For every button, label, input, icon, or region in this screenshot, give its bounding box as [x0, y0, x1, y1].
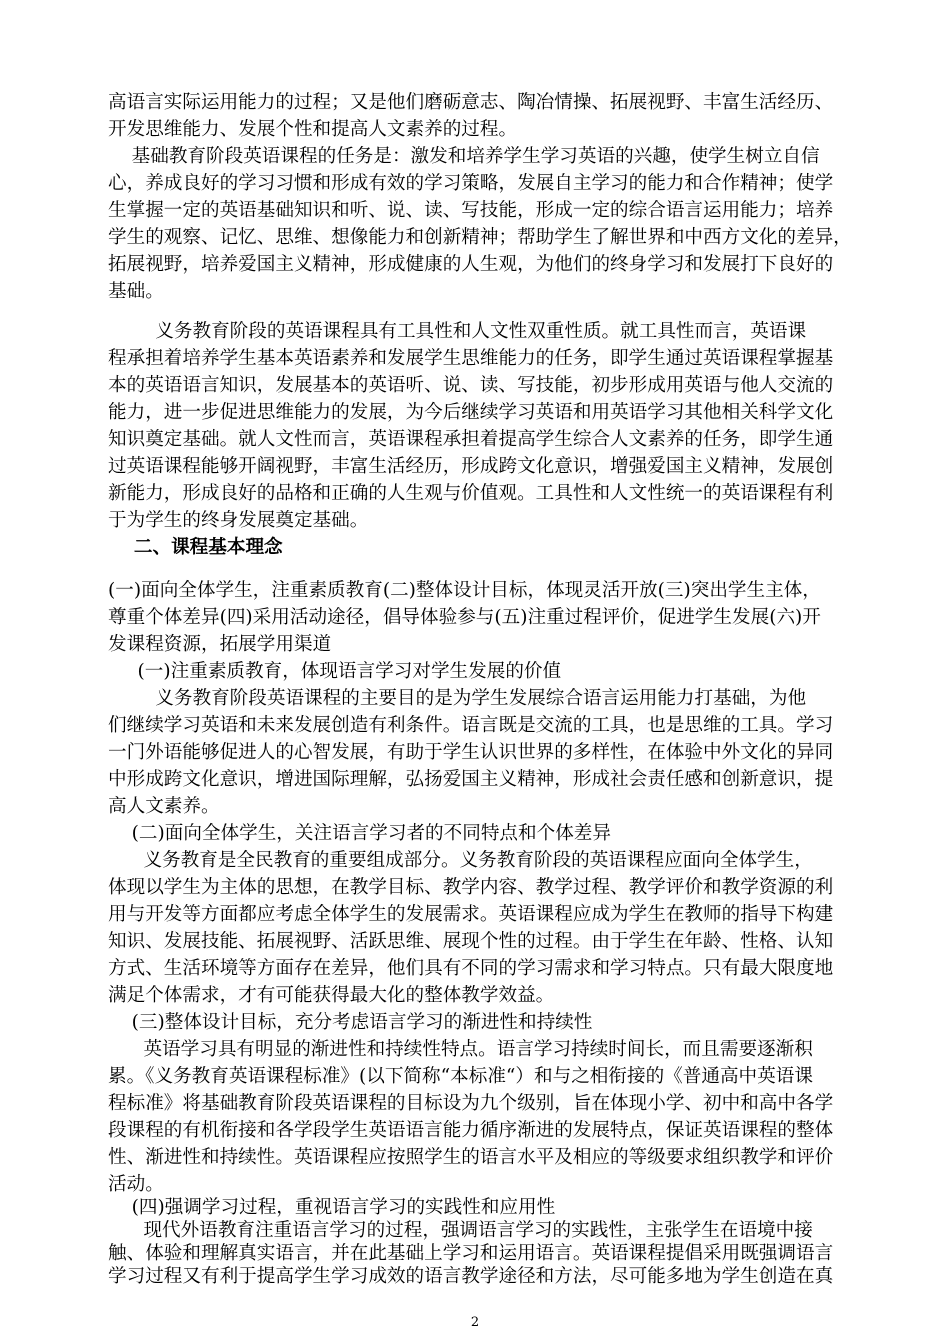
text-line: 过英语课程能够开阔视野，丰富生活经历，形成跨文化意识，增强爱国主义精神，发展创	[108, 456, 834, 477]
text-line: 方式、生活环境等方面存在差异，他们具有不同的学习需求和学习特点。只有最大限度地	[108, 958, 834, 979]
text-line: 一门外语能够促进人的心智发展，有助于学生认识世界的多样性，在体验中外文化的异同	[108, 742, 834, 763]
text-line: (三)整体设计目标，充分考虑语言学习的渐进性和持续性	[108, 1012, 593, 1033]
subheading: 英语学习具有明显的渐进性和持续性特点。语言学习持续时间长，而且需要逐渐积	[108, 1039, 813, 1060]
subheading: (一)注重素质教育，体现语言学习对学生发展的价值	[108, 661, 562, 682]
text-line: 本的英语语言知识，发展基本的英语听、说、读、写技能，初步形成用英语与他人交流的	[108, 375, 834, 396]
text-line: 性、渐进性和持续性。英语课程应按照学生的语言水平及相应的等级要求组织教学和评价	[108, 1147, 834, 1168]
text-line: 心，养成良好的学习习惯和形成有效的学习策略，发展自主学习的能力和合作精神；使学	[108, 173, 834, 194]
text-line: (一)面向全体学生，注重素质教育(二)整体设计目标，体现灵活开放(三)突出学生主体，	[108, 580, 821, 601]
text-line: 体现以学生为主体的思想，在教学目标、教学内容、教学过程、教学评价和教学资源的利	[108, 877, 834, 898]
text-line: 段课程的有机衔接和各学段学生英语语言能力循序渐进的发展特点，保证英语课程的整体	[108, 1120, 834, 1141]
text-line: 基础教育阶段英语课程的任务是：激发和培养学生学习英语的兴趣，使学生树立自信	[108, 146, 820, 167]
text-line: 义务教育阶段的英语课程具有工具性和人文性双重性质。就工具性而言，英语课	[108, 321, 807, 342]
text-line: 学习过程又有利于提高学生学习成效的语言教学途径和方法，尽可能多地为学生创造在真	[108, 1266, 834, 1287]
text-line: 基础。	[108, 281, 164, 302]
text-line: 程标准》将基础教育阶段英语课程的目标设为九个级别，旨在体现小学、初中和高中各学	[108, 1093, 834, 1114]
text-line: 满足个体需求，才有可能获得最大化的整体教学效益。	[108, 985, 555, 1006]
subheading: (二)面向全体学生，关注语言学习者的不同特点和个体差异	[108, 823, 611, 844]
subheading: 现代外语教育注重语言学习的过程，强调语言学习的实践性，主张学生在语境中接	[108, 1220, 813, 1241]
text-line: 尊重个体差异(四)采用活动途径，倡导体验参与(五)注重过程评价，促进学生发展(六)开	[108, 607, 821, 628]
page-number: 2	[470, 1315, 480, 1330]
text-line: 学生的观察、记忆、思维、想像能力和创新精神；帮助学生了解世界和中西方文化的差异，	[108, 227, 852, 248]
text-line: 高语言实际运用能力的过程；又是他们磨砺意志、陶冶情操、拓展视野、丰富生活经历、	[108, 92, 834, 113]
text-line: 触、体验和理解真实语言，并在此基础上学习和运用语言。英语课程提倡采用既强调语言	[108, 1243, 834, 1264]
text-line: 义务教育是全民教育的重要组成部分。义务教育阶段的英语课程应面向全体学生，	[108, 850, 813, 871]
text-line: 义务教育阶段英语课程的主要目的是为学生发展综合语言运用能力打基础，为他	[108, 688, 807, 709]
text-line: 新能力，形成良好的品格和正确的人生观与价值观。工具性和人文性统一的英语课程有利	[108, 483, 834, 504]
text-line: 生掌握一定的英语基础知识和听、说、读、写技能，形成一定的综合语言运用能力；培养	[108, 200, 834, 221]
text-line: 程承担着培养学生基本英语素养和发展学生思维能力的任务，即学生通过英语课程掌握基	[108, 348, 834, 369]
text-line: 中形成跨文化意识，增进国际理解，弘扬爱国主义精神，形成社会责任感和创新意识，提	[108, 769, 834, 790]
text-line: 活动。	[108, 1174, 164, 1195]
text-line: 累。《义务教育英语课程标准》(以下简称“本标准“）和与之相衔接的《普通高中英语课	[108, 1066, 813, 1087]
text-line: 高人文素养。	[108, 796, 220, 817]
text-line: 知识奠定基础。就人文性而言，英语课程承担着提高学生综合人文素养的任务，即学生通	[108, 429, 834, 450]
section-heading: 二、课程基本理念	[108, 537, 283, 558]
text-line: 能力，进一步促进思维能力的发展，为今后继续学习英语和用英语学习其他相关科学文化	[108, 402, 834, 423]
text-line: 知识、发展技能、拓展视野、活跃思维、展现个性的过程。由于学生在年龄、性格、认知	[108, 931, 834, 952]
text-line: 们继续学习英语和未来发展创造有利条件。语言既是交流的工具，也是思维的工具。学习	[108, 715, 834, 736]
text-line: 于为学生的终身发展奠定基础。	[108, 510, 369, 531]
text-line: 用与开发等方面都应考虑全体学生的发展需求。英语课程应成为学生在教师的指导下构建	[108, 904, 834, 925]
text-line: (四)强调学习过程，重视语言学习的实践性和应用性	[108, 1197, 556, 1218]
text-line: 拓展视野，培养爱国主义精神，形成健康的人生观，为他们的终身学习和发展打下良好的	[108, 254, 834, 275]
text-line: 开发思维能力、发展个性和提高人文素养的过程。	[108, 119, 518, 140]
text-line: 发课程资源，拓展学用渠道	[108, 634, 332, 655]
